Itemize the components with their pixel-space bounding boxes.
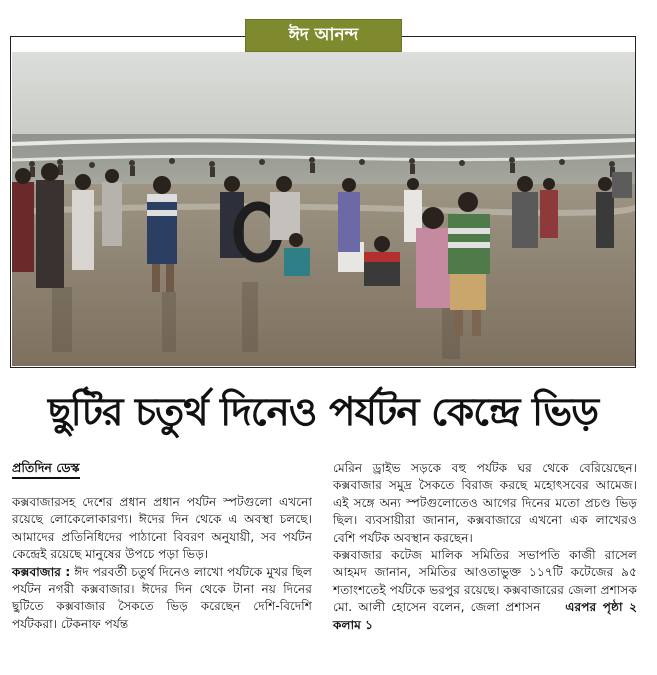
paragraph-1: কক্সবাজারসহ দেশের প্রধান প্রধান পর্যটন স্পটগুলো এখনো রয়েছে লোকেলোকারণ্য। ঈদের দিন থেকে এ অবস্থা চলছে। আমাদের প্রতিনিধিদের পাঠানো বিবরণ অনুযায়ী, সব পর্যটন কেন্দ্রেই রয়েছে মানুষের উপচে পড়া ভিড়।: [12, 495, 312, 562]
continued-marker: এরপর পৃষ্ঠা ২ কলাম ১: [333, 600, 638, 632]
column-left: [12, 494, 312, 633]
paragraph-2-text: ঈদ পরবর্তী চতুর্থ দিনেও লাখো পর্যটকে মুখর ছিল পর্যটন নগরী কক্সবাজার। ঈদের দিন থেকে টানা নয় দিনের ছুটিতে কক্সবাজার সৈকতে ভিড় করেছেন দেশি-বিদেশি পর্যটকরা। টেকনাফ পর্যন্ত: [12, 564, 312, 631]
paragraph-3: মেরিন ড্রাইভ সড়কে বহু পর্যটক ঘর থেকে বেরিয়েছেন। কক্সবাজার সমুদ্র সৈকতে বিরাজ করছে মহোৎসবের আমেজ। এই সঙ্গে অন্য স্পটগুলোতেও আগের দিনের মতো প্রচণ্ড ভিড় ছিল। ব্যবসায়ীরা জানান, কক্সবাজারে এখনো এক লাখেরও বেশি পর্যটক অবস্থান করছেন।: [333, 461, 637, 545]
beach-crowd-photo: [12, 52, 635, 366]
paragraph-4-text: কক্সবাজার কটেজ মালিক সমিতির সভাপতি কাজী রাসেল আহমদ জানান, সমিতির আওতাভুক্ত ১১৭টি কটেজের ৯৫ শতাংশতেই পর্যটকে ভরপুর রয়েছে। কক্সবাজারের জেলা প্রশাসক মো. আলী হোসেন বলেন, জেলা প্রশাসন: [333, 548, 637, 615]
paragraph-4: [333, 547, 637, 634]
column-right: [333, 460, 637, 634]
dateline-place: কক্সবাজার :: [12, 564, 71, 579]
paragraph-2: [12, 564, 312, 634]
byline: প্রতিদিন ডেস্ক: [12, 460, 80, 479]
headline: ছুটির চতুর্থ দিনেও পর্যটন কেন্দ্রে ভিড়: [47, 389, 599, 435]
section-tag: ঈদ আনন্দ: [246, 20, 401, 51]
